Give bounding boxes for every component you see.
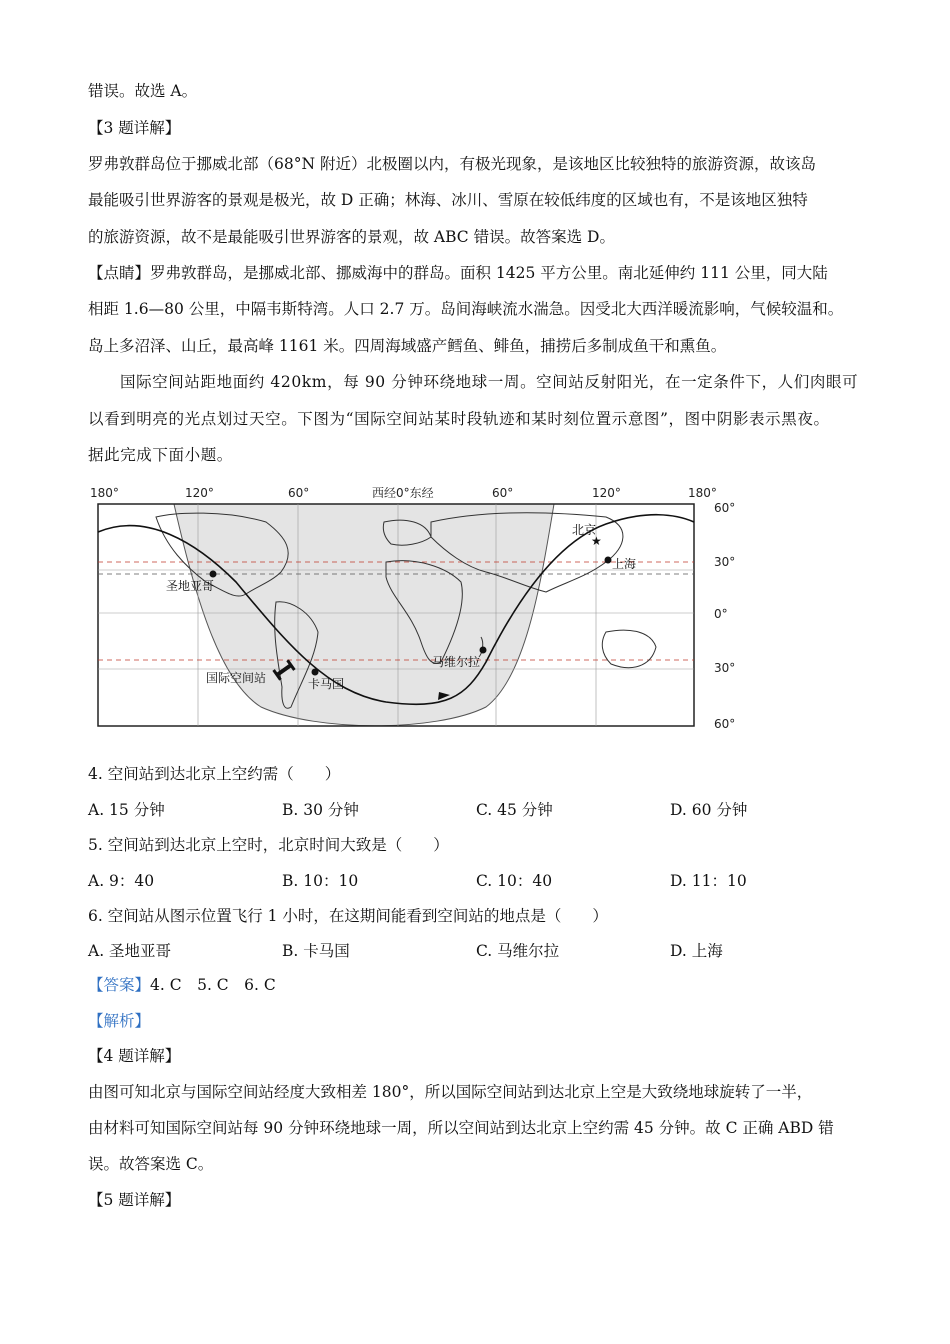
mavierla-marker bbox=[480, 647, 487, 654]
option-d[interactable]: D. 11：10 bbox=[670, 872, 747, 890]
latitude-label: 0° bbox=[714, 607, 728, 621]
iss-orbit-map bbox=[86, 482, 746, 737]
question-stem: 4. 空间站到达北京上空约需（ ） bbox=[88, 765, 341, 783]
answer-label: 【答案】 bbox=[88, 976, 151, 994]
place-label-mavierla: 马维尔拉 bbox=[432, 655, 481, 669]
longitude-label: 60° bbox=[288, 486, 310, 500]
text-line: 由图可知北京与国际空间站经度大致相差 180°，所以国际空间站到达北京上空是大致绕地球旋转了一半， bbox=[88, 1083, 813, 1101]
option-b[interactable]: B. 卡马国 bbox=[282, 942, 350, 960]
longitude-label: 60° bbox=[492, 486, 514, 500]
text-line: 【点睛】罗弗敦群岛，是挪威北部、挪威海中的群岛。面积 1425 平方公里。南北延伸约 111 公里，同大陆 bbox=[88, 264, 828, 282]
section-heading: 【5 题详解】 bbox=[88, 1191, 181, 1209]
text-line: 由材料可知国际空间站每 90 分钟环绕地球一周，所以空间站到达北京上空约需 45 分钟。故 C 正确 ABD 错 bbox=[88, 1119, 834, 1137]
option-a[interactable]: A. 9：40 bbox=[88, 872, 155, 890]
text-line: 岛上多沼泽、山丘，最高峰 1161 米。四周海域盛产鳕鱼、鲱鱼，捕捞后多制成鱼干和熏鱼。 bbox=[88, 337, 727, 355]
shanghai-marker bbox=[605, 557, 612, 564]
text-line: 错误。故选 A。 bbox=[88, 82, 198, 100]
question-stem: 6. 空间站从图示位置飞行 1 小时，在这期间能看到空间站的地点是（ ） bbox=[88, 907, 608, 925]
material-line: 国际空间站距地面约 420km，每 90 分钟环绕地球一周。空间站反射阳光，在一定条件下，人们肉眼可 bbox=[120, 373, 859, 391]
option-c[interactable]: C. 马维尔拉 bbox=[476, 942, 560, 960]
option-d[interactable]: D. 上海 bbox=[670, 942, 723, 960]
material-line: 以看到明亮的光点划过天空。下图为“国际空间站某时段轨迹和某时刻位置示意图”，图中阴影表示黑夜。 bbox=[88, 410, 830, 428]
text-line: 相距 1.6—80 公里，中隔韦斯特湾。人口 2.7 万。岛间海峡流水湍急。因受北大西洋暖流影响，气候较温和。 bbox=[88, 300, 844, 318]
beijing-star-icon: ★ bbox=[591, 534, 602, 548]
option-a[interactable]: A. 15 分钟 bbox=[88, 801, 165, 819]
option-a[interactable]: A. 圣地亚哥 bbox=[88, 942, 172, 960]
option-d[interactable]: D. 60 分钟 bbox=[670, 801, 748, 819]
option-b[interactable]: B. 30 分钟 bbox=[282, 801, 359, 819]
place-label-santiago: 圣地亚哥 bbox=[166, 579, 215, 593]
longitude-label: 西经0°东经 bbox=[372, 486, 434, 500]
place-label-beijing: 北京 bbox=[572, 523, 597, 537]
section-heading: 【4 题详解】 bbox=[88, 1047, 181, 1065]
place-label-shanghai: 上海 bbox=[612, 557, 637, 571]
santiago-marker bbox=[210, 571, 217, 578]
night-region bbox=[174, 504, 554, 726]
kamaguo-marker bbox=[312, 669, 319, 676]
answer-line bbox=[88, 974, 276, 996]
longitude-label: 180° bbox=[90, 486, 119, 500]
map-svg bbox=[86, 482, 746, 737]
option-c[interactable]: C. 10：40 bbox=[476, 872, 553, 890]
question-stem: 5. 空间站到达北京上空时，北京时间大致是（ ） bbox=[88, 836, 449, 854]
longitude-label: 180° bbox=[688, 486, 717, 500]
text-line: 罗弗敦群岛位于挪威北部（68°N 附近）北极圈以内，有极光现象，是该地区比较独特的旅游资源，故该岛 bbox=[88, 155, 816, 173]
option-b[interactable]: B. 10：10 bbox=[282, 872, 359, 890]
answer-text: 4. C 5. C 6. C bbox=[150, 976, 276, 994]
latitude-label: 30° bbox=[714, 661, 736, 675]
text-line: 最能吸引世界游客的景观是极光，故 D 正确；林海、冰川、雪原在较低纬度的区域也有，不是该地区独特 bbox=[88, 191, 808, 209]
latitude-label: 30° bbox=[714, 555, 736, 569]
longitude-label: 120° bbox=[592, 486, 621, 500]
material-line: 据此完成下面小题。 bbox=[88, 446, 233, 464]
text-line: 误。故答案选 C。 bbox=[88, 1155, 214, 1173]
longitude-label: 120° bbox=[185, 486, 214, 500]
analysis-label: 【解析】 bbox=[88, 1012, 151, 1030]
place-label-iss: 国际空间站 bbox=[206, 671, 267, 685]
latitude-label: 60° bbox=[714, 717, 736, 731]
section-heading: 【3 题详解】 bbox=[88, 119, 181, 137]
option-c[interactable]: C. 45 分钟 bbox=[476, 801, 553, 819]
place-label-kamaguo: 卡马国 bbox=[308, 677, 345, 691]
text-line: 的旅游资源，故不是最能吸引世界游客的景观，故 ABC 错误。故答案选 D。 bbox=[88, 228, 615, 246]
latitude-label: 60° bbox=[714, 501, 736, 515]
